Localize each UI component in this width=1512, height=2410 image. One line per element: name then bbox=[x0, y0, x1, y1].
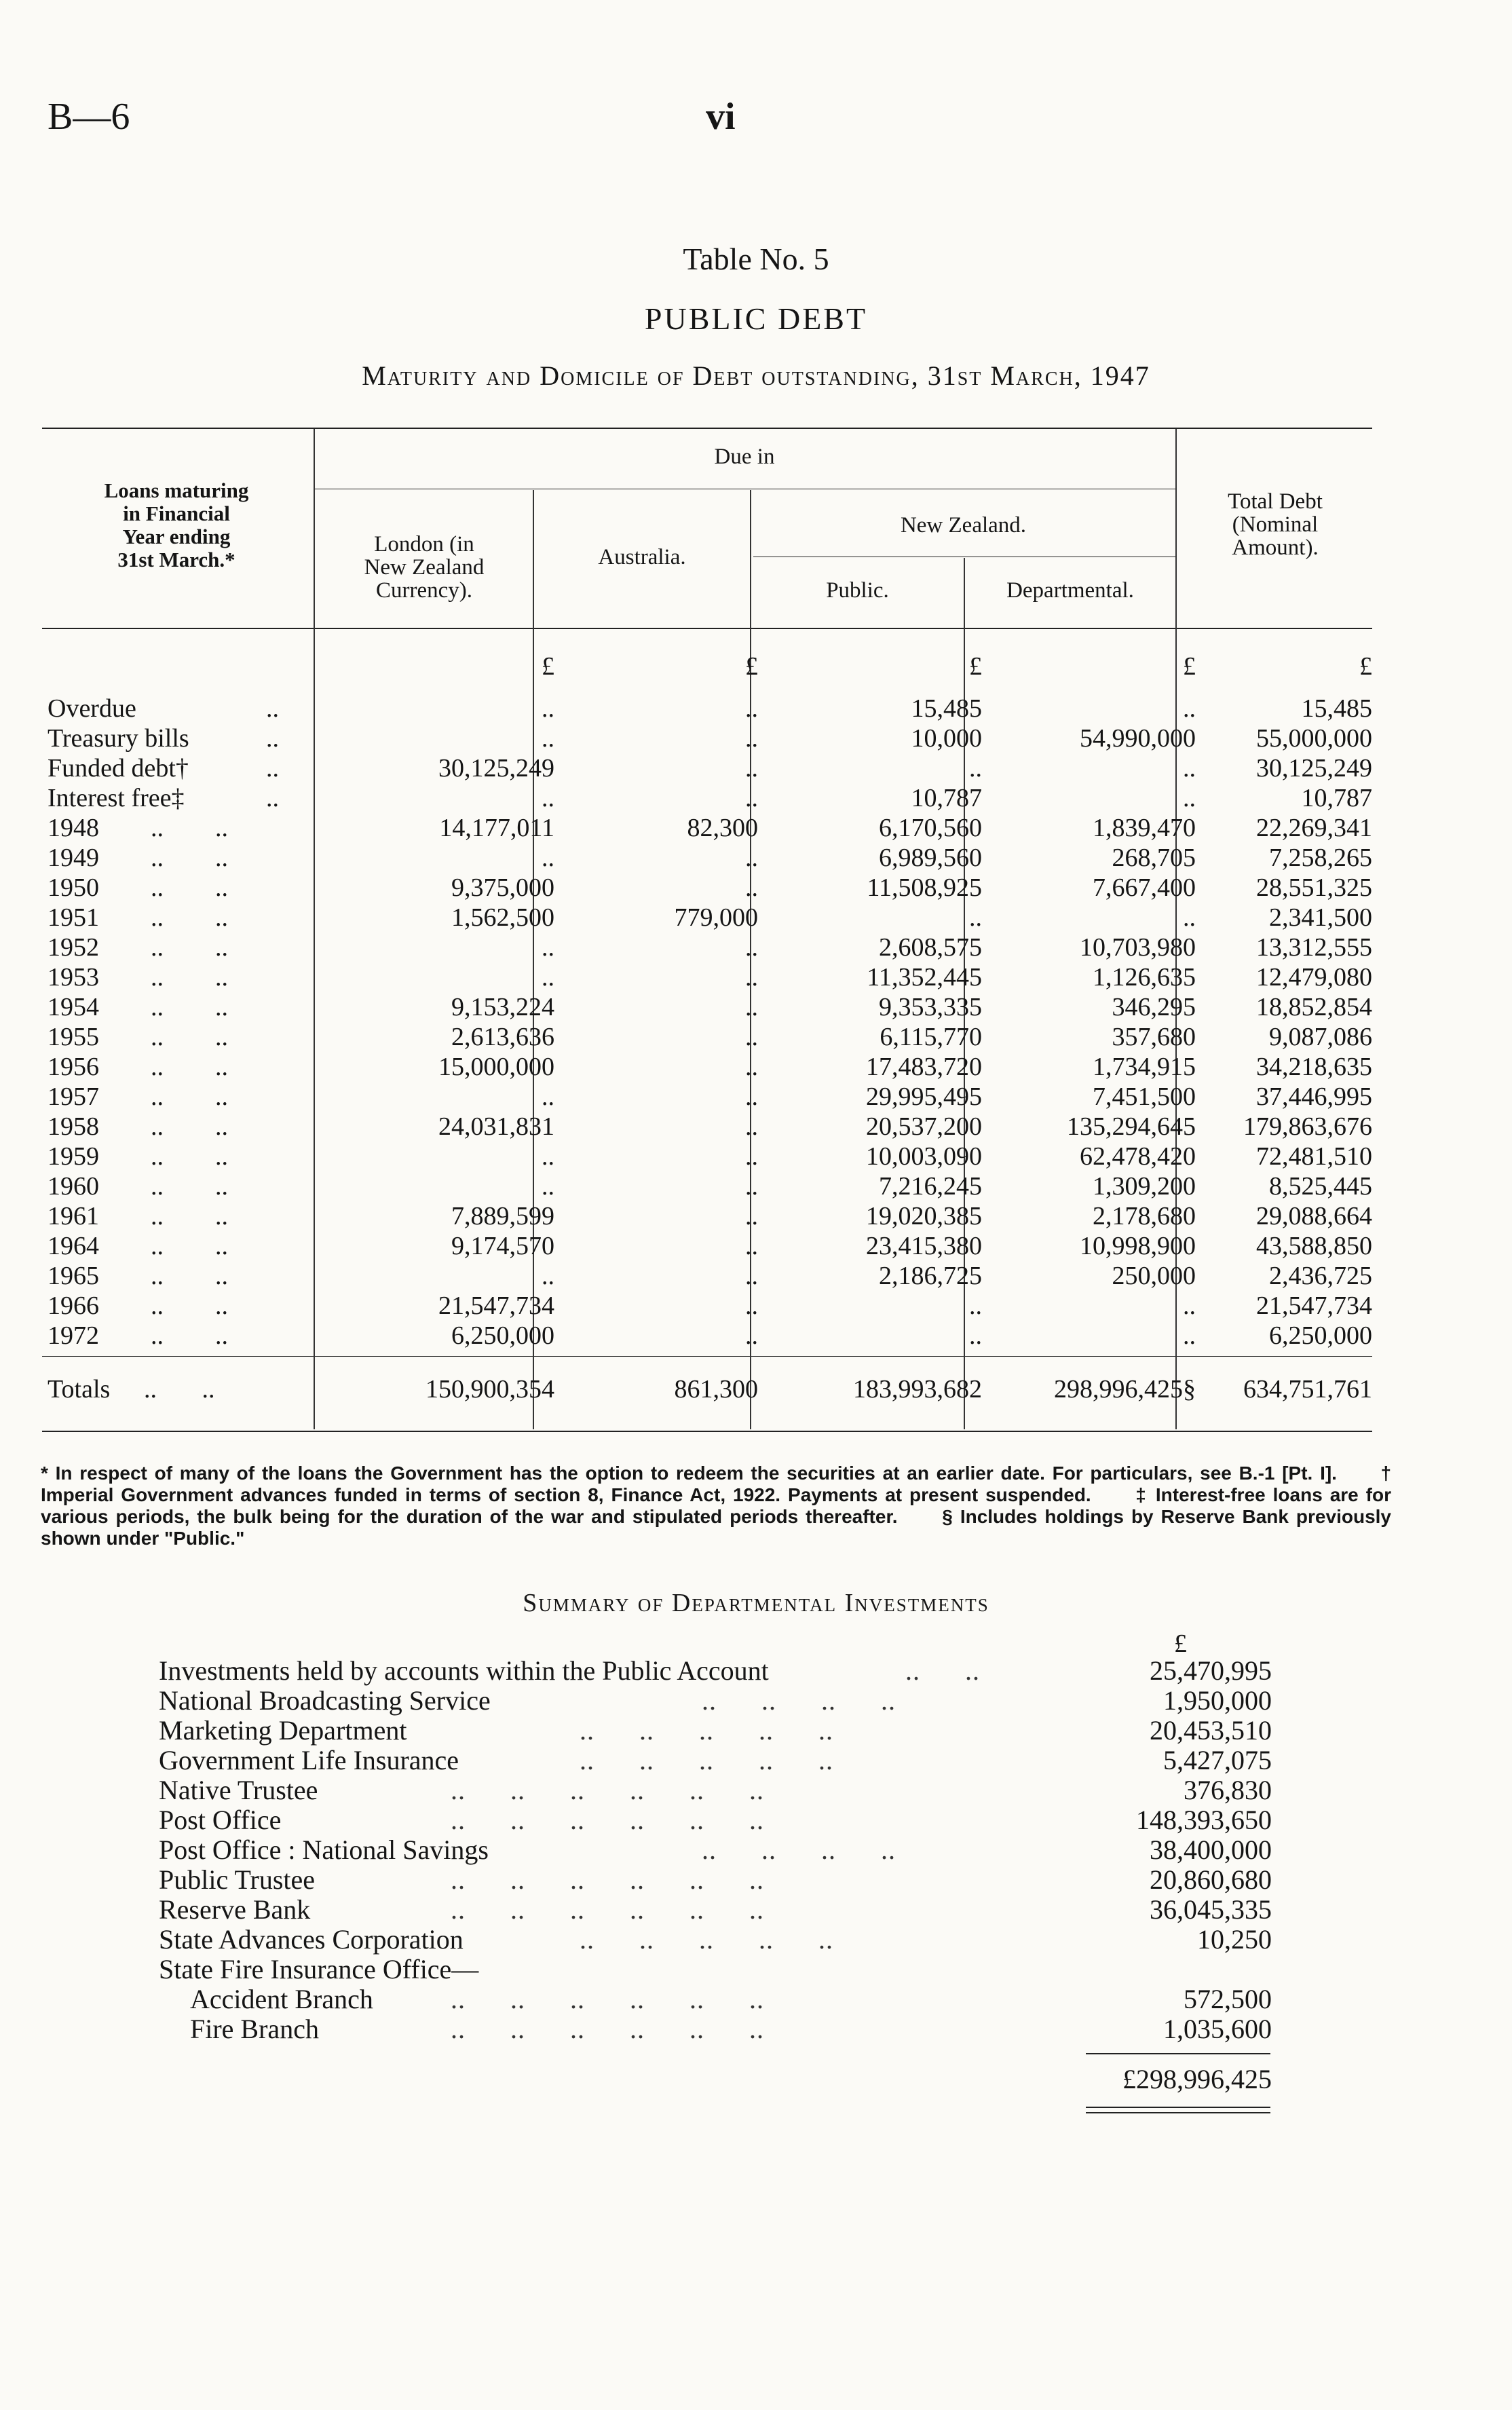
row-label: 1960 bbox=[48, 1172, 99, 1201]
cell-australia: .. bbox=[745, 694, 758, 723]
cell-australia: .. bbox=[745, 933, 758, 962]
table-row bbox=[42, 962, 1372, 992]
cell-departmental: 357,680 bbox=[1112, 1023, 1196, 1051]
leader-dots: .. .. .. .. .. bbox=[580, 1715, 833, 1746]
currency-symbol: £ bbox=[542, 652, 554, 681]
cell-london: .. bbox=[542, 933, 554, 962]
leader-dots: .. .. bbox=[151, 963, 228, 992]
cell-australia: .. bbox=[745, 1292, 758, 1320]
footnote-double-dagger: ‡ Interest-free loans are for various periods, the bulk being for the duration of the war and stipulated periods thereafter. bbox=[41, 1484, 1391, 1527]
cell-public: .. bbox=[969, 1292, 982, 1320]
table-row bbox=[42, 1171, 1372, 1201]
summary-item-amount: 10,250 bbox=[1197, 1924, 1272, 1955]
row-label: 1965 bbox=[48, 1262, 99, 1290]
row-label: 1955 bbox=[48, 1023, 99, 1051]
summary-item bbox=[159, 1805, 1272, 1835]
row-label: Interest free‡ bbox=[48, 784, 185, 812]
leader-dots: .. .. bbox=[144, 1375, 215, 1404]
leader-dots: .. .. .. .. .. .. bbox=[451, 2014, 764, 2044]
cell-london: 9,153,224 bbox=[451, 993, 554, 1021]
cell-london: 15,000,000 bbox=[438, 1053, 554, 1081]
summary-item bbox=[159, 1984, 1272, 2014]
cell-australia: .. bbox=[745, 1082, 758, 1111]
cell-total: 72,481,510 bbox=[1256, 1142, 1372, 1171]
cell-australia: .. bbox=[745, 1023, 758, 1051]
cell-london: .. bbox=[542, 1172, 554, 1201]
summary-title: Summary of Departmental Investments bbox=[523, 1589, 989, 1617]
cell-london: 21,547,734 bbox=[438, 1292, 554, 1320]
footnote-dagger: † Imperial Government advances funded in terms of section 8, Finance Act, 1922. Payments at present suspended. bbox=[41, 1463, 1392, 1505]
leader-dots: .. .. bbox=[151, 1232, 228, 1260]
leader-dots: .. bbox=[266, 724, 279, 753]
table-row bbox=[42, 1052, 1372, 1082]
summary-item bbox=[159, 2014, 1272, 2044]
summary-item-amount: 25,470,995 bbox=[1150, 1655, 1272, 1686]
cell-total: 10,787 bbox=[1301, 784, 1372, 812]
table-row bbox=[42, 1082, 1372, 1112]
cell-london: 9,174,570 bbox=[451, 1232, 554, 1260]
summary-item-amount: 376,830 bbox=[1184, 1775, 1272, 1805]
page-number: vi bbox=[706, 96, 736, 138]
cell-departmental: 54,990,000 bbox=[1080, 724, 1196, 753]
summary-item-amount: 20,860,680 bbox=[1150, 1864, 1272, 1895]
leader-dots: .. .. bbox=[151, 993, 228, 1021]
row-label: Treasury bills bbox=[48, 724, 189, 753]
table-bottom-rule bbox=[42, 1431, 1372, 1432]
cell-departmental: 346,295 bbox=[1112, 993, 1196, 1021]
cell-australia: .. bbox=[745, 873, 758, 902]
row-label: 1952 bbox=[48, 933, 99, 962]
header-total-debt: Total Debt (Nominal Amount). bbox=[1228, 489, 1323, 560]
totals-australia: 861,300 bbox=[674, 1375, 758, 1404]
leader-dots: .. .. .. .. .. .. bbox=[451, 1805, 764, 1835]
cell-total: 6,250,000 bbox=[1269, 1321, 1372, 1350]
row-label: 1950 bbox=[48, 873, 99, 902]
cell-public: 17,483,720 bbox=[866, 1053, 982, 1081]
table-row bbox=[42, 694, 1372, 723]
cell-public: 9,353,335 bbox=[879, 993, 982, 1021]
leader-dots: .. .. bbox=[151, 873, 228, 902]
header-london: London (in New Zealand Currency). bbox=[364, 532, 485, 603]
table-row bbox=[42, 1022, 1372, 1052]
summary-item-label: National Broadcasting Service bbox=[159, 1685, 491, 1716]
cell-total: 2,436,725 bbox=[1269, 1262, 1372, 1290]
cell-london: .. bbox=[542, 694, 554, 723]
cell-australia: .. bbox=[745, 1112, 758, 1141]
table-row bbox=[42, 1201, 1372, 1231]
cell-departmental: 7,451,500 bbox=[1093, 1082, 1196, 1111]
leader-dots: .. .. bbox=[151, 933, 228, 962]
cell-total: 179,863,676 bbox=[1243, 1112, 1372, 1141]
summary-unit: £ bbox=[1174, 1630, 1187, 1658]
header-departmental: Departmental. bbox=[1006, 578, 1134, 603]
row-label: 1954 bbox=[48, 993, 99, 1021]
leader-dots: .. .. bbox=[151, 1292, 228, 1320]
cell-public: 15,485 bbox=[911, 694, 982, 723]
leader-dots: .. .. bbox=[905, 1655, 980, 1686]
cell-london: .. bbox=[542, 1082, 554, 1111]
cell-total: 43,588,850 bbox=[1256, 1232, 1372, 1260]
header-new-zealand: New Zealand. bbox=[900, 513, 1027, 538]
cell-london: .. bbox=[542, 1262, 554, 1290]
leader-dots: .. .. bbox=[151, 1112, 228, 1141]
cell-total: 12,479,080 bbox=[1256, 963, 1372, 992]
cell-departmental: 10,998,900 bbox=[1080, 1232, 1196, 1260]
leader-dots: .. .. bbox=[151, 844, 228, 872]
table-row bbox=[42, 1231, 1372, 1261]
cell-departmental: .. bbox=[1183, 694, 1196, 723]
cell-london: 6,250,000 bbox=[451, 1321, 554, 1350]
cell-public: 6,115,770 bbox=[880, 1023, 982, 1051]
cell-australia: .. bbox=[745, 1321, 758, 1350]
totals-top-rule bbox=[42, 1356, 1372, 1357]
table-row bbox=[42, 723, 1372, 753]
table-subtitle: Maturity and Domicile of Debt outstanding, 31st March, 1947 bbox=[362, 360, 1150, 391]
cell-departmental: .. bbox=[1183, 903, 1196, 932]
cell-australia: .. bbox=[745, 1142, 758, 1171]
summary-item-amount: 5,427,075 bbox=[1163, 1745, 1272, 1775]
totals-row bbox=[42, 1374, 1372, 1404]
cell-total: 34,218,635 bbox=[1256, 1053, 1372, 1081]
currency-symbol: £ bbox=[1359, 652, 1372, 681]
cell-total: 55,000,000 bbox=[1256, 724, 1372, 753]
summary-item-label: Post Office bbox=[159, 1805, 282, 1835]
cell-australia: .. bbox=[745, 1053, 758, 1081]
summary-item-label: Investments held by accounts within the Public Account bbox=[159, 1655, 769, 1686]
cell-australia: .. bbox=[745, 1202, 758, 1230]
cell-total: 21,547,734 bbox=[1256, 1292, 1372, 1320]
table-row bbox=[42, 1291, 1372, 1321]
cell-australia: .. bbox=[745, 1172, 758, 1201]
table-row bbox=[42, 753, 1372, 783]
cell-total: 2,341,500 bbox=[1269, 903, 1372, 932]
row-label: 1956 bbox=[48, 1053, 99, 1081]
table-row bbox=[42, 813, 1372, 843]
cell-public: 10,003,090 bbox=[866, 1142, 982, 1171]
table-row bbox=[42, 992, 1372, 1022]
leader-dots: .. .. bbox=[151, 814, 228, 842]
summary-item-label: Public Trustee bbox=[159, 1864, 316, 1895]
cell-australia: .. bbox=[745, 844, 758, 872]
cell-total: 7,258,265 bbox=[1269, 844, 1372, 872]
cell-public: 7,216,245 bbox=[879, 1172, 982, 1201]
cell-australia: .. bbox=[745, 963, 758, 992]
cell-departmental: 135,294,645 bbox=[1067, 1112, 1196, 1141]
row-label: 1957 bbox=[48, 1082, 99, 1111]
summary-item bbox=[159, 1746, 1272, 1775]
row-label: 1959 bbox=[48, 1142, 99, 1171]
cell-public: 2,186,725 bbox=[879, 1262, 982, 1290]
leader-dots: .. .. .. .. .. bbox=[580, 1745, 833, 1775]
cell-public: 2,608,575 bbox=[879, 933, 982, 962]
currency-symbol: £ bbox=[969, 652, 982, 681]
row-label: 1964 bbox=[48, 1232, 99, 1260]
cell-public: .. bbox=[969, 1321, 982, 1350]
summary-item bbox=[159, 1716, 1272, 1746]
leader-dots: .. .. bbox=[151, 1082, 228, 1111]
cell-public: 11,352,445 bbox=[867, 963, 982, 992]
cell-public: 10,787 bbox=[911, 784, 982, 812]
row-label: 1949 bbox=[48, 844, 99, 872]
cell-total: 29,088,664 bbox=[1256, 1202, 1372, 1230]
cell-departmental: 1,309,200 bbox=[1093, 1172, 1196, 1201]
header-due-in: Due in bbox=[714, 445, 775, 469]
leader-dots: .. .. .. .. .. .. bbox=[451, 1864, 764, 1895]
cell-australia: .. bbox=[745, 993, 758, 1021]
row-label: Overdue bbox=[48, 694, 136, 723]
summary-item-label: Marketing Department bbox=[159, 1715, 407, 1746]
cell-public: 11,508,925 bbox=[867, 873, 982, 902]
row-label: Funded debt† bbox=[48, 754, 189, 783]
cell-total: 8,525,445 bbox=[1269, 1172, 1372, 1201]
table-number: Table No. 5 bbox=[683, 242, 829, 276]
leader-dots: .. .. bbox=[151, 1321, 228, 1350]
leader-dots: .. bbox=[266, 754, 279, 783]
cell-london: .. bbox=[542, 963, 554, 992]
summary-item-amount: 20,453,510 bbox=[1150, 1715, 1272, 1746]
leader-dots: .. .. bbox=[151, 1262, 228, 1290]
cell-australia: 82,300 bbox=[687, 814, 758, 842]
cell-london: .. bbox=[542, 724, 554, 753]
summary-item bbox=[159, 1775, 1272, 1805]
cell-departmental: .. bbox=[1183, 754, 1196, 783]
cell-london: 14,177,011 bbox=[439, 814, 554, 842]
cell-public: 6,170,560 bbox=[879, 814, 982, 842]
cell-departmental: .. bbox=[1183, 1321, 1196, 1350]
leader-dots: .. bbox=[266, 694, 279, 723]
footnote-star: * In respect of many of the loans the Government has the option to redeem the securities at an earlier date. For particulars, see B.-1 [Pt. I]. bbox=[41, 1463, 1337, 1484]
table-top-rule bbox=[42, 428, 1372, 429]
summary-item-label: Post Office : National Savings bbox=[159, 1834, 489, 1865]
summary-item bbox=[159, 1895, 1272, 1925]
leader-dots: .. .. .. .. .. .. bbox=[451, 1775, 764, 1805]
table-row bbox=[42, 1142, 1372, 1171]
summary-item-label: State Fire Insurance Office— bbox=[159, 1954, 479, 1984]
cell-london: .. bbox=[542, 1142, 554, 1171]
table-row bbox=[42, 783, 1372, 813]
summary-item-label: State Advances Corporation bbox=[159, 1924, 464, 1955]
cell-london: .. bbox=[542, 844, 554, 872]
row-label: 1948 bbox=[48, 814, 99, 842]
table-row bbox=[42, 843, 1372, 873]
cell-total: 13,312,555 bbox=[1256, 933, 1372, 962]
cell-public: 6,989,560 bbox=[879, 844, 982, 872]
header-loans-maturing: Loans maturing in Financial Year ending 31st March.* bbox=[104, 478, 249, 571]
summary-item-label: Native Trustee bbox=[159, 1775, 318, 1805]
cell-departmental: .. bbox=[1183, 784, 1196, 812]
row-label: 1972 bbox=[48, 1321, 99, 1350]
totals-london: 150,900,354 bbox=[426, 1375, 554, 1404]
table-row bbox=[42, 1321, 1372, 1351]
cell-public: 19,020,385 bbox=[866, 1202, 982, 1230]
row-label: 1958 bbox=[48, 1112, 99, 1141]
cell-australia: .. bbox=[745, 724, 758, 753]
leader-dots: .. .. bbox=[151, 1053, 228, 1081]
header-public: Public. bbox=[826, 578, 889, 603]
currency-row bbox=[42, 652, 1372, 681]
cell-london: 7,889,599 bbox=[451, 1202, 554, 1230]
cell-australia: .. bbox=[745, 754, 758, 783]
cell-london: .. bbox=[542, 784, 554, 812]
table-row bbox=[42, 933, 1372, 962]
currency-symbol: £ bbox=[745, 652, 758, 681]
cell-public: 20,537,200 bbox=[866, 1112, 982, 1141]
summary-item bbox=[159, 1955, 1272, 1984]
cell-australia: .. bbox=[745, 784, 758, 812]
cell-london: 2,613,636 bbox=[451, 1023, 554, 1051]
cell-public: 23,415,380 bbox=[866, 1232, 982, 1260]
leader-dots: .. .. bbox=[151, 1142, 228, 1171]
leader-dots: .. .. bbox=[151, 1023, 228, 1051]
cell-london: 9,375,000 bbox=[451, 873, 554, 902]
cell-total: 22,269,341 bbox=[1256, 814, 1372, 842]
page-reference: B—6 bbox=[48, 96, 130, 138]
summary-item-label: Accident Branch bbox=[190, 1984, 373, 2014]
cell-public: 10,000 bbox=[911, 724, 982, 753]
summary-item-amount: 1,950,000 bbox=[1163, 1685, 1272, 1716]
header-australia: Australia. bbox=[598, 545, 686, 569]
leader-dots: .. .. bbox=[151, 903, 228, 932]
table-row bbox=[42, 1261, 1372, 1291]
cell-london: 30,125,249 bbox=[438, 754, 554, 783]
cell-departmental: 250,000 bbox=[1112, 1262, 1196, 1290]
cell-australia: .. bbox=[745, 1232, 758, 1260]
cell-total: 15,485 bbox=[1301, 694, 1372, 723]
row-label: 1961 bbox=[48, 1202, 99, 1230]
summary-item-amount: 36,045,335 bbox=[1150, 1894, 1272, 1925]
totals-total: 634,751,761 bbox=[1243, 1375, 1372, 1404]
summary-item-amount: 38,400,000 bbox=[1150, 1834, 1272, 1865]
header-bottom-rule bbox=[42, 628, 1372, 629]
summary-item-amount: 1,035,600 bbox=[1163, 2014, 1272, 2044]
summary-item bbox=[159, 1865, 1272, 1895]
cell-departmental: 10,703,980 bbox=[1080, 933, 1196, 962]
footnote-section: § Includes holdings by Reserve Bank previously shown under "Public." bbox=[41, 1506, 1391, 1549]
leader-dots: .. .. .. .. .. .. bbox=[451, 1894, 764, 1925]
summary-item-amount: 148,393,650 bbox=[1136, 1805, 1272, 1835]
table-row bbox=[42, 903, 1372, 933]
summary-item bbox=[159, 1656, 1272, 1686]
summary-item bbox=[159, 1835, 1272, 1865]
cell-total: 37,446,995 bbox=[1256, 1082, 1372, 1111]
cell-public: 29,995,495 bbox=[866, 1082, 982, 1111]
summary-item-label: Fire Branch bbox=[190, 2014, 319, 2044]
page-title: PUBLIC DEBT bbox=[644, 301, 868, 336]
cell-departmental: .. bbox=[1183, 1292, 1196, 1320]
leader-dots: .. .. .. .. bbox=[702, 1685, 896, 1716]
table-row bbox=[42, 1112, 1372, 1142]
cell-departmental: 1,126,635 bbox=[1093, 963, 1196, 992]
totals-departmental: 298,996,425§ bbox=[1054, 1375, 1196, 1404]
currency-symbol: £ bbox=[1183, 652, 1196, 681]
leader-dots: .. .. .. .. .. .. bbox=[451, 1984, 764, 2014]
row-label: 1953 bbox=[48, 963, 99, 992]
cell-total: 30,125,249 bbox=[1256, 754, 1372, 783]
cell-departmental: 2,178,680 bbox=[1093, 1202, 1196, 1230]
cell-london: 1,562,500 bbox=[451, 903, 554, 932]
summary-item-amount: 572,500 bbox=[1184, 1984, 1272, 2014]
cell-departmental: 62,478,420 bbox=[1080, 1142, 1196, 1171]
cell-australia: .. bbox=[745, 1262, 758, 1290]
cell-public: .. bbox=[969, 754, 982, 783]
cell-departmental: 268,705 bbox=[1112, 844, 1196, 872]
leader-dots: .. .. .. .. .. bbox=[580, 1924, 833, 1955]
summary-item bbox=[159, 1686, 1272, 1716]
summary-double-rule bbox=[1086, 2107, 1270, 2108]
cell-total: 18,852,854 bbox=[1256, 993, 1372, 1021]
cell-total: 28,551,325 bbox=[1256, 873, 1372, 902]
row-label: 1951 bbox=[48, 903, 99, 932]
cell-departmental: 7,667,400 bbox=[1093, 873, 1196, 902]
cell-public: .. bbox=[969, 903, 982, 932]
cell-london: 24,031,831 bbox=[438, 1112, 554, 1141]
summary-double-rule bbox=[1086, 2112, 1270, 2113]
summary-item bbox=[159, 1925, 1272, 1955]
summary-subtotal-rule bbox=[1086, 2053, 1270, 2054]
cell-departmental: 1,734,915 bbox=[1093, 1053, 1196, 1081]
leader-dots: .. .. bbox=[151, 1202, 228, 1230]
leader-dots: .. .. bbox=[151, 1172, 228, 1201]
summary-item-label: Reserve Bank bbox=[159, 1894, 311, 1925]
leader-dots: .. .. .. .. bbox=[702, 1834, 896, 1865]
cell-departmental: 1,839,470 bbox=[1093, 814, 1196, 842]
leader-dots: .. bbox=[266, 784, 279, 812]
summary-total: £298,996,425 bbox=[1122, 2064, 1272, 2094]
cell-australia: 779,000 bbox=[674, 903, 758, 932]
summary-item-label: Government Life Insurance bbox=[159, 1745, 459, 1775]
footnotes bbox=[41, 1463, 1391, 1549]
table-row bbox=[42, 873, 1372, 903]
totals-public: 183,993,682 bbox=[853, 1375, 982, 1404]
cell-total: 9,087,086 bbox=[1269, 1023, 1372, 1051]
totals-label: Totals bbox=[48, 1375, 111, 1404]
row-label: 1966 bbox=[48, 1292, 99, 1320]
